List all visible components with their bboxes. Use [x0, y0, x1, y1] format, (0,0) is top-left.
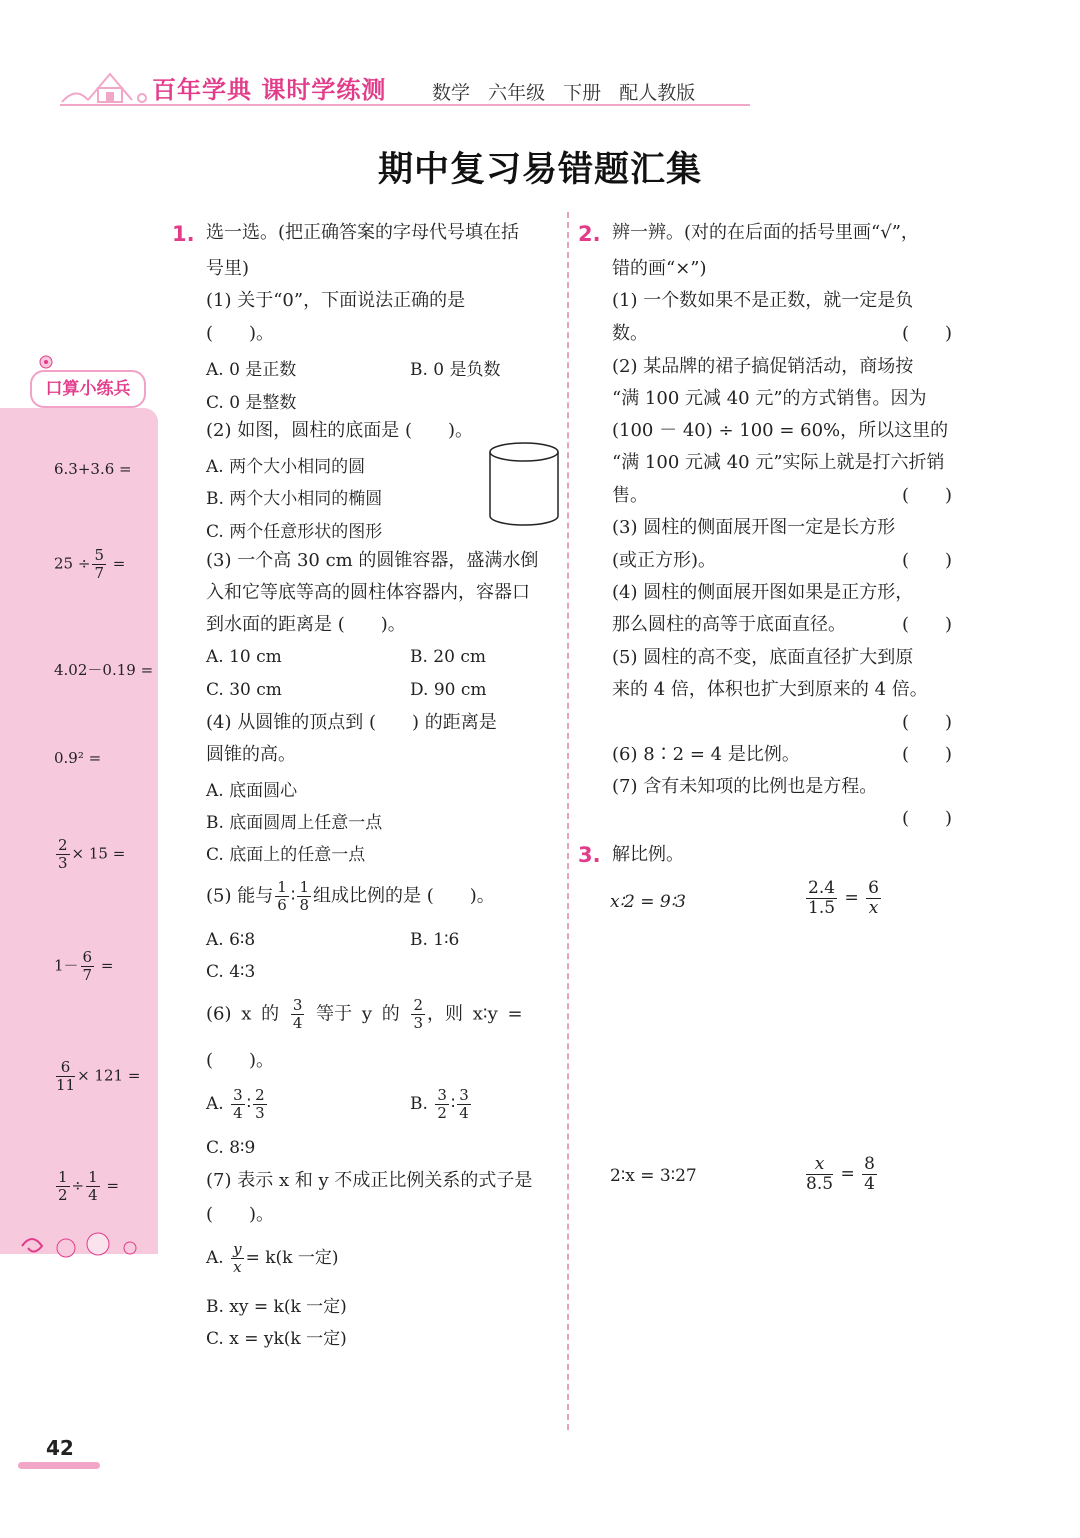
q2-5-answer[interactable]: ( ): [902, 712, 953, 733]
header-edition: 配人教版: [619, 82, 696, 104]
q1-1: (1) 关于“0”，下面说法正确的是: [206, 290, 466, 311]
header-divider: [60, 104, 750, 106]
oral-item-3: 4.02－0.19 =: [54, 661, 154, 679]
q2-5: (5) 圆柱的高不变，底面直径扩大到原: [612, 647, 914, 668]
q1-7-blank[interactable]: ( )。: [206, 1204, 275, 1225]
oral-item-6: 1－ $\frac{6}{7}$ =: [54, 948, 114, 984]
q1-2: (2) 如图，圆柱的底面是 ( )。: [206, 420, 473, 441]
q1-1-option-a[interactable]: A. 0 是正数: [206, 360, 297, 380]
q1-7-option-a[interactable]: A. $\frac{y}{x}$ = k(k 一定): [206, 1240, 339, 1276]
q1-7-option-b[interactable]: B. xy = k(k 一定): [206, 1297, 347, 1317]
q2-stem: 辨一辨。(对的在后面的括号里画“√”，: [612, 222, 919, 243]
q1-4-line2: 圆锥的高。: [206, 744, 296, 765]
q2-stem-2: 错的画“×”): [612, 258, 707, 279]
q2-2-line4: “满 100 元减 40 元”实际上就是打六折销: [612, 452, 945, 473]
header-subtitle: [432, 78, 695, 105]
oral-item-4: 0.9² =: [54, 749, 102, 767]
q1-1-option-c[interactable]: C. 0 是整数: [206, 393, 297, 413]
q2-1-line2: 数。: [612, 323, 648, 344]
oral-item-2: 25 ÷ $\frac{5}{7}$ =: [54, 546, 126, 582]
q1-3-option-a[interactable]: A. 10 cm: [206, 647, 282, 667]
q2-4-line2: 那么圆柱的高等于底面直径。: [612, 614, 846, 635]
q1-2-option-b[interactable]: B. 两个大小相同的椭圆: [206, 489, 383, 509]
q1-stem: 选一选。(把正确答案的字母代号填在括: [206, 222, 520, 243]
q1-1-option-b[interactable]: B. 0 是负数: [410, 360, 501, 380]
q1-3-line3: 到水面的距离是 ( )。: [206, 614, 406, 635]
q2-6: (6) 8∶2 = 4 是比例。: [612, 744, 800, 765]
header-brand: 百年学典 课时学练测: [152, 76, 387, 104]
sidebar-panel: [0, 408, 158, 1254]
q1-number: 1.: [172, 222, 195, 246]
q1-stem-2: 号里): [206, 258, 250, 279]
q1-3: (3) 一个高 30 cm 的圆锥容器，盛满水倒: [206, 550, 539, 571]
q3-equation-3: 2∶x = 3∶27: [610, 1166, 697, 1186]
q2-5-line2: 来的 4 倍，体积也扩大到原来的 4 倍。: [612, 679, 928, 700]
q2-2-answer[interactable]: ( ): [902, 485, 953, 506]
q1-5-option-b[interactable]: B. 1∶6: [410, 930, 460, 950]
q1-4-option-c[interactable]: C. 底面上的任意一点: [206, 845, 366, 865]
q2-3-answer[interactable]: ( ): [902, 550, 953, 571]
q2-4-answer[interactable]: ( ): [902, 614, 953, 635]
q1-2-option-a[interactable]: A. 两个大小相同的圆: [206, 457, 366, 477]
q1-2-option-c[interactable]: C. 两个任意形状的图形: [206, 522, 383, 542]
q2-1-answer[interactable]: ( ): [902, 323, 953, 344]
q1-5-option-c[interactable]: C. 4∶3: [206, 962, 256, 982]
q1-5: (5) 能与 $\frac{1}{6}$ ∶ $\frac{1}{8}$ 组成比例的是 ( )。: [206, 878, 495, 914]
q2-7: (7) 含有未知项的比例也是方程。: [612, 776, 878, 797]
q1-4: (4) 从圆锥的顶点到 ( ) 的距离是: [206, 712, 497, 733]
page-title: 期中复习易错题汇集: [377, 150, 702, 190]
sidebar-badge: 口算小练兵: [30, 370, 146, 408]
oral-item-8: $\frac{1}{2}$ ÷ $\frac{1}{4}$ =: [58, 1168, 120, 1204]
q1-7-option-c[interactable]: C. x = yk(k 一定): [206, 1329, 347, 1349]
q1-4-option-a[interactable]: A. 底面圆心: [206, 781, 298, 801]
column-divider: [567, 212, 569, 1430]
q2-3: (3) 圆柱的侧面展开图一定是长方形: [612, 517, 896, 538]
q1-6-blank[interactable]: ( )。: [206, 1050, 275, 1071]
swirl-decoration-icon: [16, 1226, 146, 1266]
oral-item-1: 6.3+3.6 =: [54, 460, 132, 478]
q2-2-line5: 售。: [612, 485, 648, 506]
q1-6-option-c[interactable]: C. 8∶9: [206, 1138, 256, 1158]
header-grade: 六年级: [488, 82, 546, 104]
q2-2: (2) 某品牌的裙子搞促销活动，商场按: [612, 356, 914, 377]
header-house-icon: [58, 66, 150, 108]
header-term: 下册: [563, 82, 602, 104]
q1-3-option-b[interactable]: B. 20 cm: [410, 647, 486, 667]
page-number-bar: [18, 1462, 100, 1469]
q2-1: (1) 一个数如果不是正数，就一定是负: [612, 290, 914, 311]
q2-2-line3: (100 － 40) ÷ 100 = 60%，所以这里的: [612, 420, 949, 441]
oral-item-5: $\frac{2}{3}$ × 15 =: [58, 836, 126, 872]
q2-2-line2: “满 100 元减 40 元”的方式销售。因为: [612, 388, 927, 409]
q1-6-option-b[interactable]: B. $\frac{3}{2}$ ∶ $\frac{3}{4}$: [410, 1086, 469, 1122]
page-number: 42: [46, 1436, 74, 1460]
q1-5-option-a[interactable]: A. 6∶8: [206, 930, 256, 950]
q2-3-line2: (或正方形)。: [612, 550, 717, 571]
q3-stem: 解比例。: [612, 844, 684, 865]
cylinder-figure: [486, 440, 562, 528]
q1-1-blank[interactable]: ( )。: [206, 323, 275, 344]
q3-equation-4: $\frac{x}{8.5}$ = $\frac{8}{4}$: [806, 1154, 875, 1194]
q1-3-line2: 入和它等底等高的圆柱体容器内，容器口: [206, 582, 530, 603]
q2-4: (4) 圆柱的侧面展开图如果是正方形，: [612, 582, 914, 603]
q1-3-option-d[interactable]: D. 90 cm: [410, 680, 487, 700]
q3-equation-2: $\frac{2.4}{1.5}$ = $\frac{6}{x}$: [808, 878, 879, 918]
q1-6-option-a[interactable]: A. $\frac{3}{4}$ ∶ $\frac{2}{3}$: [206, 1086, 265, 1122]
q1-6: (6) x 的 $\frac{3}{4}$ 等于 y 的 $\frac{2}{3}$ ，则 x∶y =: [206, 996, 523, 1032]
q3-number: 3.: [578, 843, 601, 867]
q2-6-answer[interactable]: ( ): [902, 744, 953, 765]
q1-3-option-c[interactable]: C. 30 cm: [206, 680, 282, 700]
q2-number: 2.: [578, 222, 601, 246]
q2-7-answer[interactable]: ( ): [902, 808, 953, 829]
q1-7: (7) 表示 x 和 y 不成正比例关系的式子是: [206, 1170, 533, 1191]
q3-equation-1: x∶2 = 9∶3: [610, 892, 686, 912]
header-subject: 数学: [432, 82, 471, 104]
q1-4-option-b[interactable]: B. 底面圆周上任意一点: [206, 813, 383, 833]
oral-item-7: $\frac{6}{11}$ × 121 =: [56, 1058, 141, 1094]
